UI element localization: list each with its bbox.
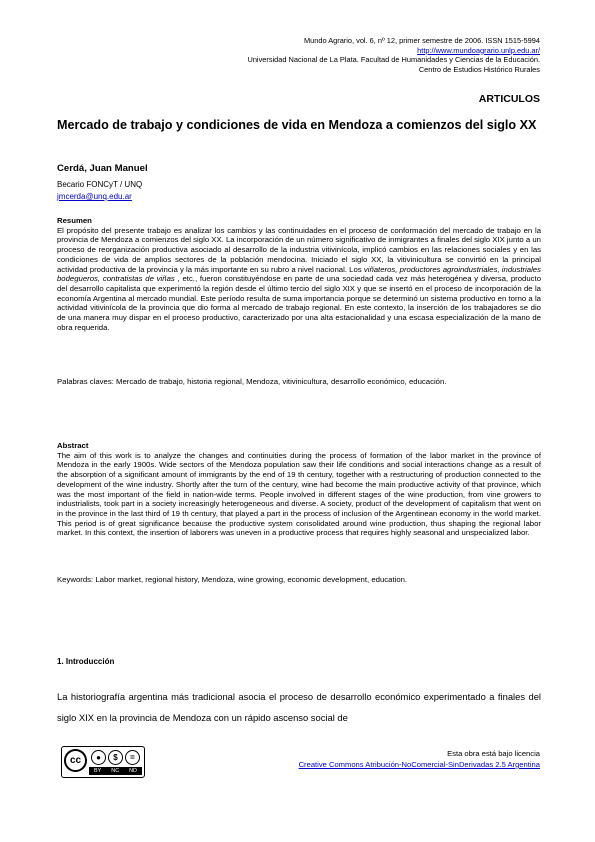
- resumen-section: [57, 216, 541, 333]
- license-note: [299, 748, 540, 770]
- keywords-text: Labor market, regional history, Mendoza, wine growing, economic development, education.: [93, 575, 408, 584]
- keywords: [57, 575, 541, 585]
- journal-citation: Mundo Agrario, vol. 6, nº 12, primer semestre de 2006. ISSN 1515-5994: [303, 36, 540, 45]
- resumen-italic-text: viñateros, productores agroindustriales, industriales bodegueros, contratistas de viñas: [57, 264, 541, 284]
- by-person-icon: ●: [91, 750, 106, 765]
- abstract-text: The aim of this work is to analyze the changes and continuities during the process of formation of the labor market in the province of Mendoza in the early 1900s. Wide sectors of the Mendoza population saw their life conditions and social interactions change as a result of the absorption of a significant amount of immigrants by the end of 19 th century, together with a restructuring of production connected to the development of the wine industry. Shortly after the turn of the century, wine had become the main productive activity of that province, which was the most important of the field in nation-wide terms. People involved in different stages of the wine production, from vine growers to industrialists, took part in a society increasingly heterogeneous and diverse. A society, product of the development of capitalism that went on in the province in the last third of 19 th century, that played a part in the process of inclusion of the Argentinean economy in the world market. This period is of great significance because the productive system consolidated around wine production, thus shaping the regional labor market. In this context, the insertion of laborers was uneven in a productive process that requires highly seasonal and unspecialized labor.: [57, 450, 541, 538]
- license-link[interactable]: Creative Commons Atribución-NoComercial-SinDerivadas 2.5 Argentina: [298, 760, 540, 769]
- section-tag: ARTICULOS: [478, 93, 540, 105]
- nd-equals-icon: =: [125, 750, 140, 765]
- intro-heading: 1. Introducción: [57, 657, 115, 666]
- article-title: Mercado de trabajo y condiciones de vida en Mendoza a comienzos del siglo XX: [57, 118, 537, 132]
- intro-paragraph: La historiografía argentina más tradicional asocia el proceso de desarrollo económico experimentado a finales del siglo XIX en la provincia de Mendoza con un rápido ascenso social de: [57, 691, 541, 723]
- journal-header: [120, 36, 540, 74]
- palabras-text: Mercado de trabajo, historia regional, Mendoza, vitivinicultura, desarrollo económico, educación.: [113, 377, 447, 386]
- keywords-label: Keywords:: [57, 575, 94, 584]
- university-line: Universidad Nacional de La Plata. Facultad de Humanidades y Ciencias de la Educación.: [247, 55, 540, 65]
- palabras-label: Palabras claves:: [57, 377, 114, 386]
- author-name: Cerdá, Juan Manuel: [57, 163, 148, 174]
- cc-badge-labels: BY NC ND: [89, 767, 142, 775]
- abstract-heading: Abstract: [57, 441, 89, 450]
- abstract-section: [57, 441, 541, 538]
- cc-license-badge[interactable]: [61, 746, 145, 778]
- resumen-text: El propósito del presente trabajo es analizar los cambios y las continuidades en el proceso de conformación del mercado de trabajo en la provincia de Mendoza a comienzos del siglo XX. La incorporación de un número significativo de inmigrantes a finales del siglo XIX junto a un proceso de reorganización productiva asociado al desarrollo de la industria vitivinícola, implicó cambios en las relaciones sociales y en las condiciones de vida de amplios sectores de la población mendocina. Iniciado el siglo XX, la vitivinicultura se convirtió en la principal actividad productiva de la provincia y la más importante en su rubro a nivel nacional. Los viñateros, productores agroindustriales, industriales bodegueros, contratistas de viñas , etc., fueron constituyéndose en parte de una sociedad cada vez más heterogénea y diversa, producto del desarrollo capitalista que experimentó la región desde el último tercio del siglo XIX y que se insertó en el proceso de incorporación de la economía Argentina al mercado mundial. Este período resulta de suma importancia porque se determinó un sistema productivo en torno a la actividad vitivinícola de la provincia que dio forma al mercado de trabajo regional. En este contexto, la inserción de los trabajadores se dio de una manera muy dispar en el proceso productivo, caracterizado por una alta estacionalidad y una escasa especialización de la mano de obra requerida.: [57, 225, 542, 332]
- author-affiliation: Becario FONCyT / UNQ: [57, 180, 143, 189]
- cc-logo-icon: cc: [64, 749, 87, 772]
- author-email-link[interactable]: jmcerda@unq.edu.ar: [57, 192, 132, 201]
- center-line: Centro de Estudios Histórico Rurales: [418, 64, 540, 74]
- license-line: Esta obra está bajo licencia: [447, 749, 540, 758]
- resumen-heading: Resumen: [57, 216, 92, 225]
- palabras-claves: [57, 377, 541, 387]
- journal-url-link[interactable]: http://www.mundoagrario.unlp.edu.ar/: [417, 45, 540, 55]
- nc-dollar-icon: $: [108, 750, 123, 765]
